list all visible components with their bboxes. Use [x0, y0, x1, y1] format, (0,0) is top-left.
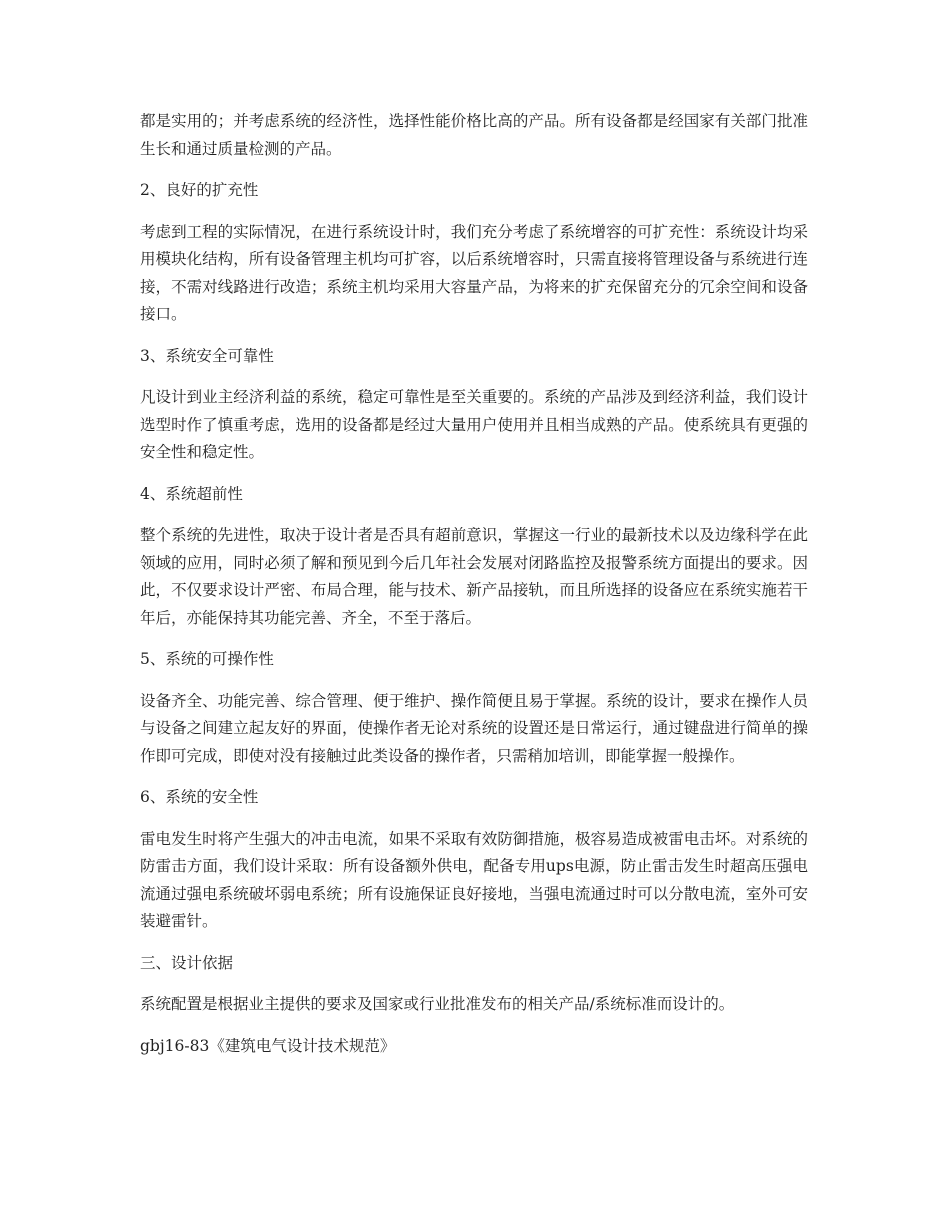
paragraph-advanced: 整个系统的先进性，取决于设计者是否具有超前意识，掌握这一行业的最新技术以及边缘科学在此领域的应用，同时必须了解和预见到今后几年社会发展对闭路监控及报警系统方面提出的要求。因此，不仅要求设计严密、布局合理，能与技术、新产品接轨，而且所选择的设备应在系统实施若干年后，亦能保持其功能完善、齐全，不至于落后。	[140, 526, 808, 627]
heading-reliability: 3、系统安全可靠性	[140, 346, 274, 365]
paragraph-operability: 设备齐全、功能完善、综合管理、便于维护、操作简便且易于掌握。系统的设计，要求在操作人员与设备之间建立起友好的界面，使操作者无论对系统的设置还是日常运行，通过键盘进行简单的操作即可完成，即使对没有接触过此类设备的操作者，只需稍加培训，即能掌握一般操作。	[140, 691, 808, 765]
paragraph-intro: 都是实用的；并考虑系统的经济性，选择性能价格比高的产品。所有设备都是经国家有关部门批准生长和通过质量检测的产品。	[140, 112, 808, 158]
standard-reference: gbj16-83《建筑电气设计技术规范》	[140, 1036, 396, 1055]
paragraph-expandability: 考虑到工程的实际情况，在进行系统设计时，我们充分考虑了系统增容的可扩充性：系统设计均采用模块化结构，所有设备管理主机均可扩容，以后系统增容时，只需直接将管理设备与系统进行连接，不需对线路进行改造；系统主机均采用大容量产品，为将来的扩充保留充分的冗余空间和设备接口。	[140, 222, 808, 323]
paragraph-safety: 雷电发生时将产生强大的冲击电流，如果不采取有效防御措施，极容易造成被雷电击坏。对系统的防雷击方面，我们设计采取：所有设备额外供电，配备专用ups电源，防止雷击发生时超高压强电流通过强电系统破坏弱电系统；所有设施保证良好接地，当强电流通过时可以分散电流，室外可安装避雷针。	[140, 829, 808, 930]
heading-expandability: 2、良好的扩充性	[140, 181, 259, 199]
heading-design-basis: 三、设计依据	[140, 953, 234, 972]
paragraph-reliability: 凡设计到业主经济利益的系统，稳定可靠性是至关重要的。系统的产品涉及到经济利益，我们设计选型时作了慎重考虑，选用的设备都是经过大量用户使用并且相当成熟的产品。使系统具有更强的安全性和稳定性。	[140, 388, 808, 461]
heading-operability: 5、系统的可操作性	[140, 650, 274, 668]
heading-safety: 6、系统的安全性	[140, 788, 259, 806]
paragraph-design-basis: 系统配置是根据业主提供的要求及国家或行业批准发布的相关产品/系统标准而设计的。	[140, 995, 735, 1013]
heading-advanced: 4、系统超前性	[140, 484, 243, 503]
document-page	[140, 108, 808, 1074]
